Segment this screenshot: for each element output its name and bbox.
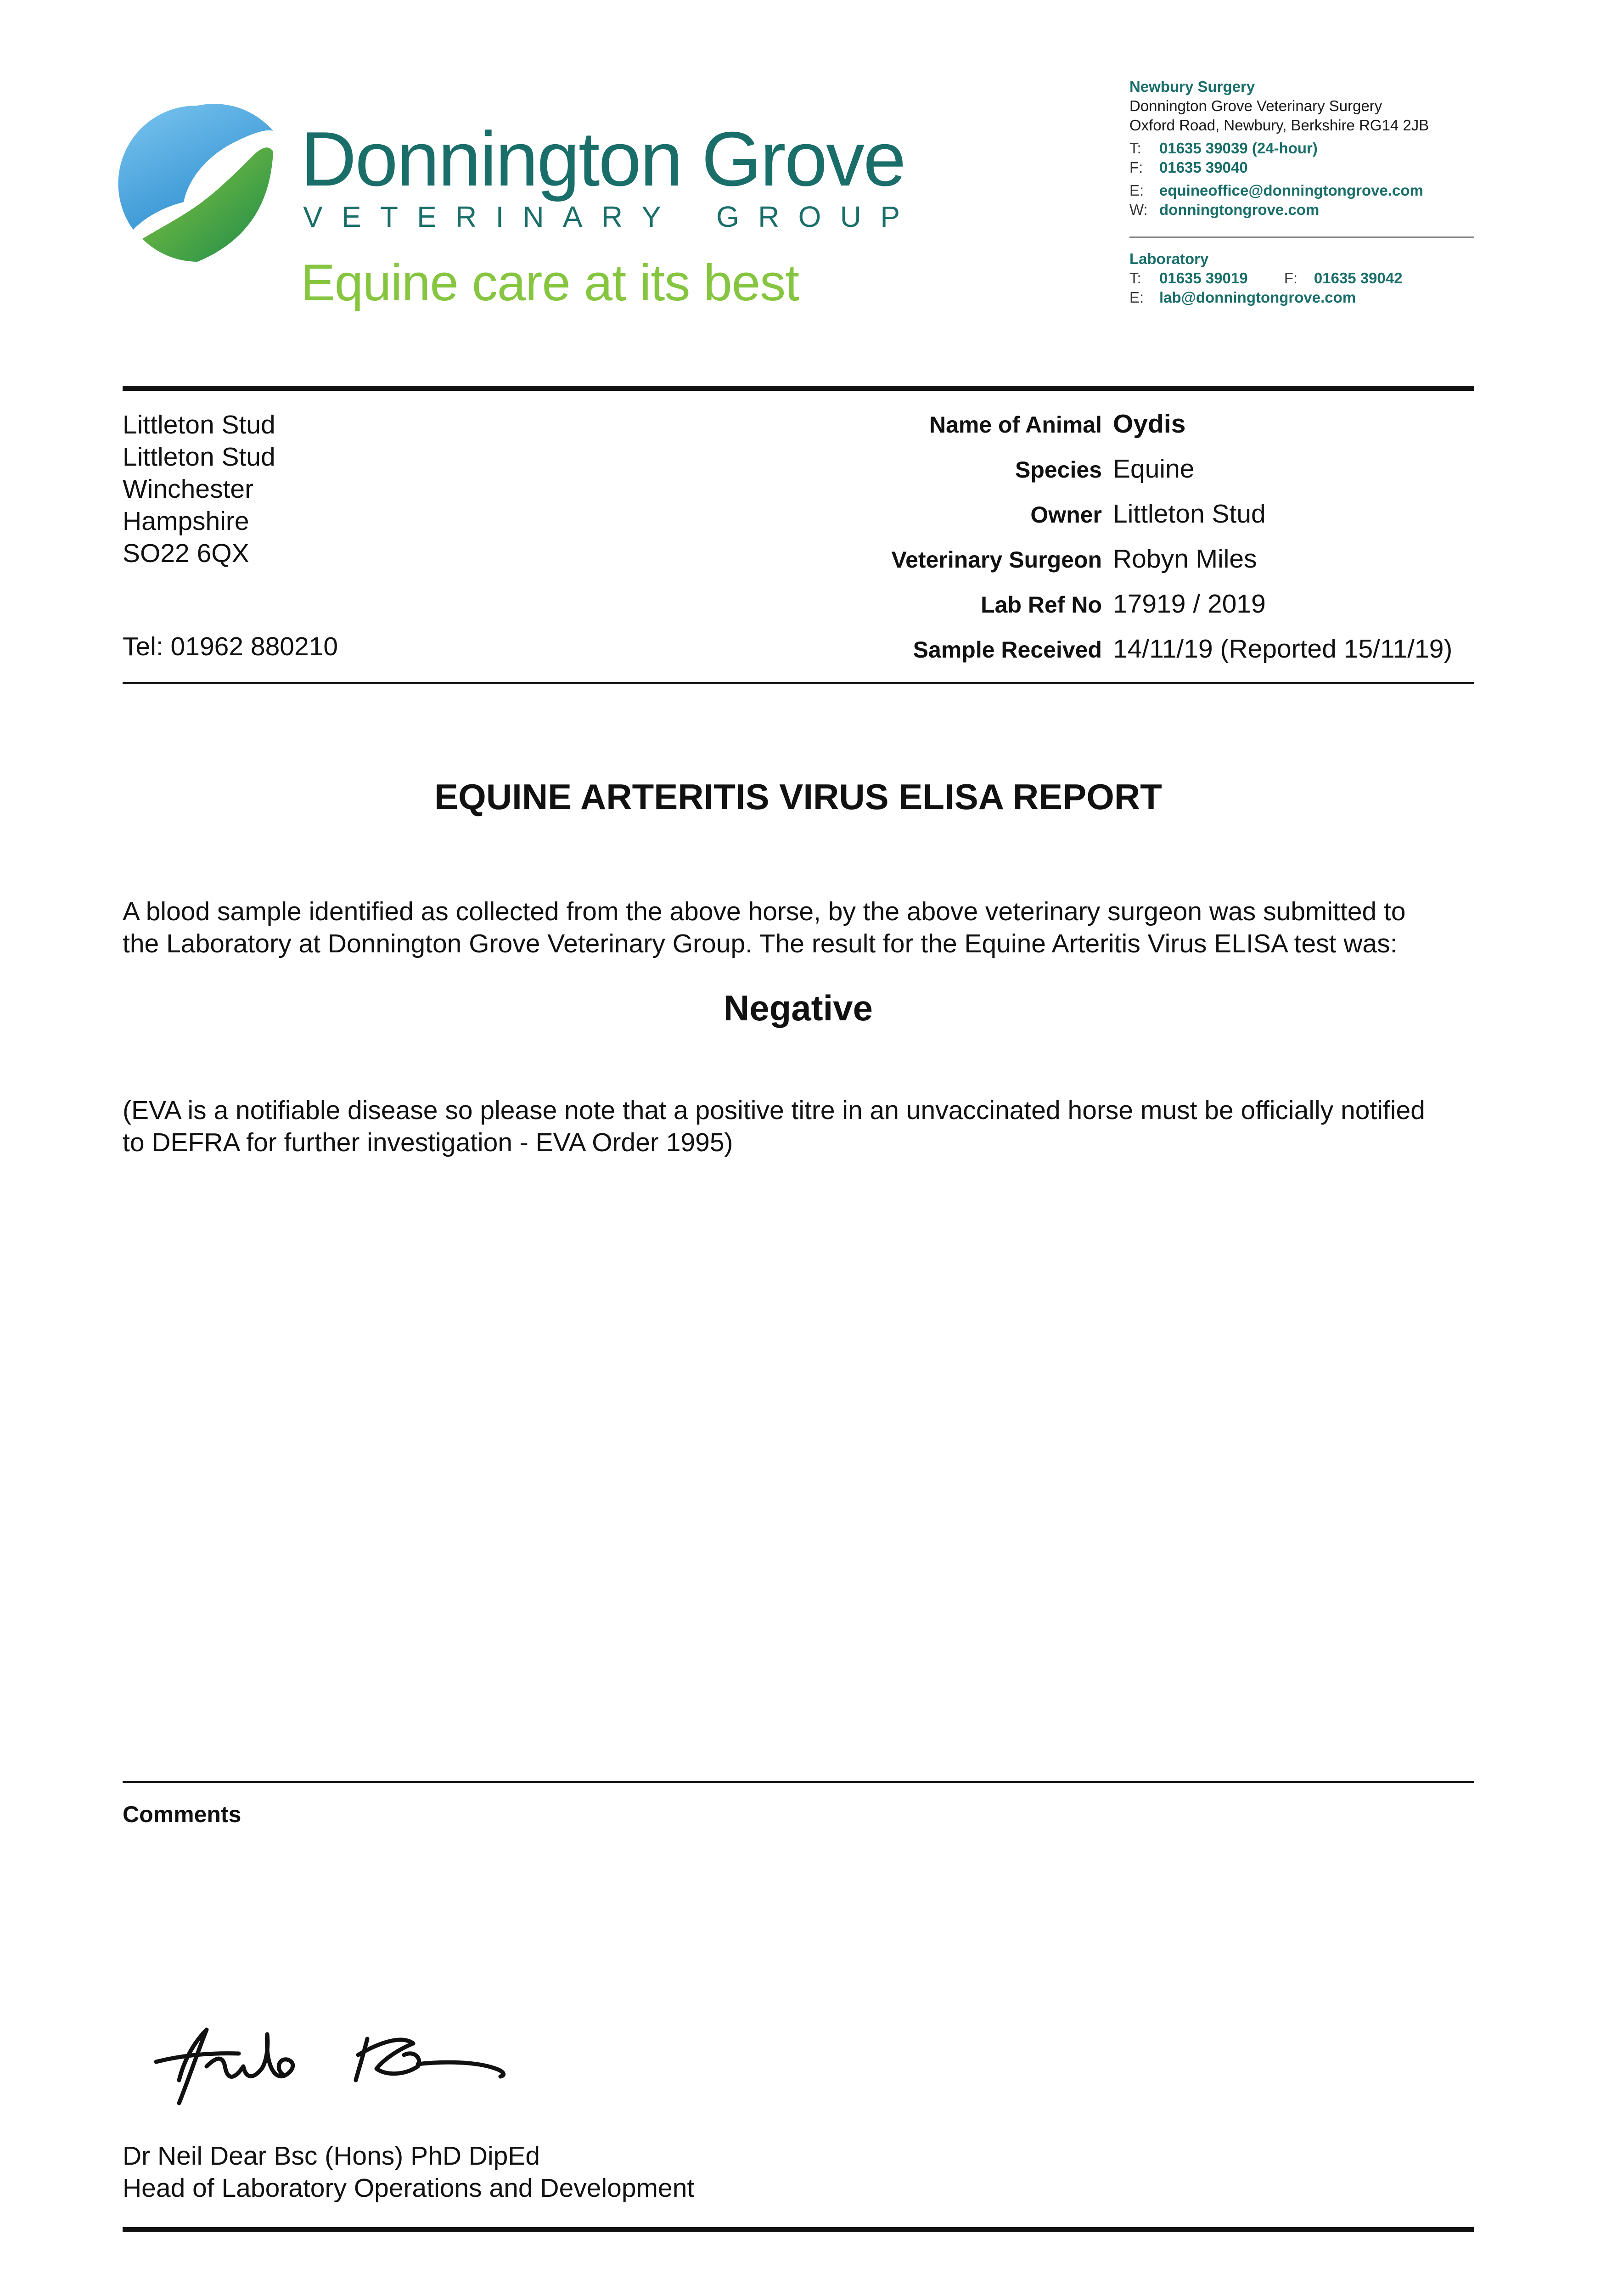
brand-sub-word-group: [716, 202, 900, 231]
test-result: Negative: [723, 988, 873, 1028]
surgery-fax-label: F:: [1129, 159, 1143, 176]
surgery-tel[interactable]: 01635 39039 (24-hour): [1159, 140, 1318, 157]
surgery-fax-row: [1129, 158, 1478, 177]
brand-sub-letter: Y: [641, 200, 661, 233]
recipient-address: [123, 409, 275, 569]
report-note-line: (EVA is a notifiable disease so please note that a positive titre in an unvaccinated horse must be officially notified: [123, 1096, 1425, 1125]
comments-rule: [123, 1781, 1474, 1783]
laboratory-heading: Laboratory: [1129, 250, 1209, 267]
brand-sub-letter: G: [716, 200, 739, 233]
laboratory-email-label: E:: [1129, 289, 1144, 306]
laboratory-contact-block: [1129, 249, 1478, 307]
brand-sub-letter: T: [380, 200, 398, 233]
brand-sub-letter: R: [758, 200, 780, 233]
surgery-web-row: [1129, 200, 1478, 219]
surgery-heading: Newbury Surgery: [1129, 78, 1255, 95]
report-note: [123, 1094, 1482, 1159]
report-note-line: to DEFRA for further investigation - EVA Order 1995): [123, 1128, 733, 1157]
brand-sub-word-veterinary: [303, 202, 661, 231]
details-rule: [123, 682, 1474, 684]
recipient-tel: Tel: 01962 880210: [123, 632, 338, 661]
detail-label: Owner: [1030, 502, 1102, 528]
detail-label: Lab Ref No: [981, 592, 1102, 618]
surgery-email-row: [1129, 181, 1478, 200]
surgery-tel-row: [1129, 139, 1478, 158]
brand-sub-letter: U: [840, 200, 861, 233]
comments-label: Comments: [123, 1801, 241, 1827]
surgery-tel-label: T:: [1129, 140, 1141, 157]
detail-value: Robyn Miles: [1113, 544, 1257, 574]
detail-value: 14/11/19 (Reported 15/11/19): [1113, 634, 1453, 664]
address-line: Littleton Stud: [123, 410, 275, 439]
detail-value: Oydis: [1113, 409, 1186, 439]
horse-head-circle-logo-icon: [115, 101, 280, 266]
laboratory-email-link[interactable]: lab@donningtongrove.com: [1159, 289, 1356, 306]
laboratory-fax: 01635 39042: [1314, 270, 1403, 287]
laboratory-fax-label: F:: [1284, 270, 1298, 287]
brand-sub-letter: O: [798, 200, 821, 233]
detail-row-species: [781, 454, 1478, 499]
detail-label: Species: [1015, 457, 1102, 483]
address-line: Littleton Stud: [123, 442, 275, 472]
detail-value: 17919 / 2019: [1113, 589, 1266, 619]
brand-sub-letter: R: [455, 200, 477, 233]
surgery-web-label: W:: [1129, 201, 1148, 218]
address-line: SO22 6QX: [123, 539, 249, 568]
detail-label: Sample Received: [913, 637, 1102, 663]
detail-row-lab-ref-no: [781, 589, 1478, 634]
brand-tagline: Equine care at its best: [301, 254, 799, 311]
signature-image: [147, 2011, 542, 2117]
report-intro-line: the Laboratory at Donnington Grove Veterinary Group. The result for the Equine Arteritis Virus ELISA test was:: [123, 929, 1398, 958]
brand-sub-letter: V: [303, 200, 323, 233]
brand-subtitle: [303, 202, 900, 231]
laboratory-email-row: [1129, 288, 1478, 307]
report-intro-line: A blood sample identified as collected from the above horse, by the above veterinary surgeon was submitted to: [123, 897, 1406, 926]
laboratory-tel-row: [1129, 269, 1478, 288]
detail-row-name-of-animal: [781, 409, 1478, 454]
brand-sub-letter: I: [495, 200, 504, 233]
surgery-contact-block: [1129, 77, 1478, 219]
address-line: Hampshire: [123, 506, 249, 536]
detail-label: Name of Animal: [929, 412, 1102, 438]
brand-sub-letter: A: [562, 200, 583, 233]
address-line: Winchester: [123, 474, 254, 504]
signatory-block: [123, 2140, 694, 2204]
detail-value: Equine: [1113, 454, 1195, 484]
detail-value: Littleton Stud: [1113, 499, 1266, 529]
report-intro: [123, 895, 1482, 960]
header-rule: [123, 386, 1474, 391]
signatory-name: Dr Neil Dear Bsc (Hons) PhD DipEd: [123, 2141, 540, 2171]
surgery-fax: 01635 39040: [1159, 159, 1248, 176]
surgery-address-line1: Donnington Grove Veterinary Surgery: [1129, 97, 1382, 114]
report-title: EQUINE ARTERITIS VIRUS ELISA REPORT: [434, 777, 1162, 817]
laboratory-tel[interactable]: 01635 39019: [1159, 270, 1248, 287]
footer-rule: [123, 2227, 1474, 2232]
detail-label: Veterinary Surgeon: [891, 547, 1102, 573]
brand-sub-letter: P: [880, 200, 900, 233]
surgery-email-link[interactable]: equineoffice@donningtongrove.com: [1159, 182, 1423, 199]
surgery-web-link[interactable]: donningtongrove.com: [1159, 201, 1320, 218]
brand-sub-letter: R: [601, 200, 623, 233]
laboratory-tel-label: T:: [1129, 270, 1141, 287]
surgery-email-label: E:: [1129, 182, 1144, 199]
surgery-address-line2: Oxford Road, Newbury, Berkshire RG14 2JB: [1129, 117, 1429, 134]
signatory-role: Head of Laboratory Operations and Development: [123, 2173, 695, 2203]
contact-divider: [1129, 236, 1474, 238]
animal-details: [781, 409, 1478, 679]
detail-row-veterinary-surgeon: [781, 544, 1478, 589]
brand-sub-letter: N: [522, 200, 544, 233]
detail-row-owner: [781, 499, 1478, 544]
brand-sub-gap: [668, 202, 709, 231]
brand-name: Donnington Grove: [301, 116, 905, 202]
brand-sub-letter: E: [341, 200, 361, 233]
detail-row-sample-received: [781, 634, 1478, 679]
brand-sub-letter: E: [417, 200, 437, 233]
